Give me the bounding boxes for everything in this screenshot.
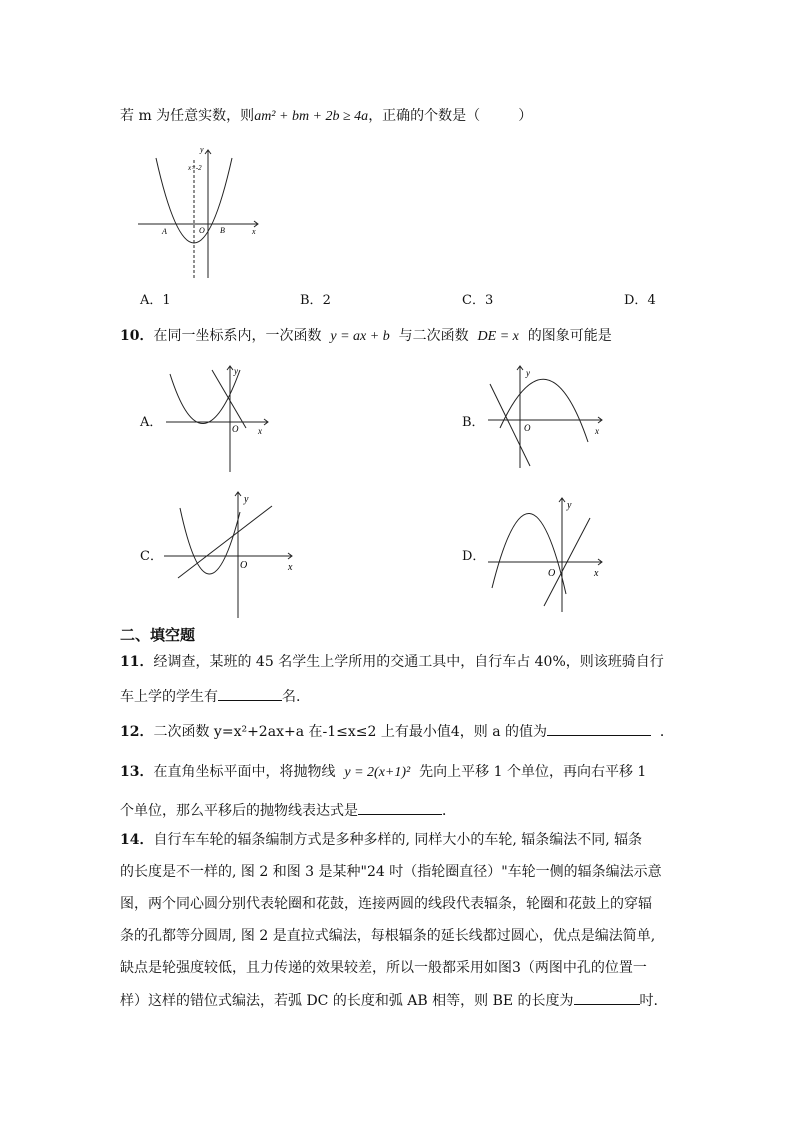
q9-option-a: A．1 [140,293,171,308]
svg-text:x: x [288,562,293,573]
svg-text:O: O [232,424,239,434]
q10-number: 10． [120,328,154,344]
svg-text:x: x [258,426,262,436]
q9-stem-suffix: ，正确的个数是（ [368,108,481,124]
q14-answer-blank[interactable] [574,990,640,1005]
q9-option-c: C．3 [462,293,494,308]
q9-stem [120,106,532,127]
q9-origin: O [199,226,205,235]
q12-number: 12． [120,724,154,740]
q10-label-d: D． [462,549,486,564]
q9-y-label: y [200,145,204,154]
q12-line: 12．二次函数 y=x²+2ax+a 在-1≤x≤2 上有最小值4，则 a 的值为 ． [120,721,674,742]
q13-line2: 个单位，那么平移后的抛物线表达式是 ． [120,800,456,821]
q9-option-d: D．4 [624,293,656,308]
q9-stem-math: am² + bm + 2b ≥ 4a [254,109,369,124]
svg-text:O: O [240,560,248,571]
q9-graph [130,138,270,283]
q9-symmetry-label: x=-2 [188,164,202,172]
q14-line6: 样）这样的错位式编法，若弧 DC 的长度和弧 AB 相等，则 BE 的长度为 吋. [120,990,658,1011]
q11-line2: 车上学的学生有 名. [120,686,300,707]
svg-text:y: y [244,494,249,505]
q9-stem-prefix: 若 m 为任意实数，则 [120,108,255,124]
section-fill-in-heading: 二、填空题 [120,626,196,644]
q12-answer-blank[interactable] [547,721,651,736]
q11-number: 11． [120,654,154,670]
q14-number: 14． [120,832,154,848]
q14-line2: 的长度是不一样的, 图 2 和图 3 是某种"24 吋（指轮圈直径）"车轮一侧的辐条编法示意 [120,864,662,880]
q10-label-b: B． [462,415,485,430]
q10-label-c: C． [140,549,163,564]
svg-text:y: y [567,500,572,511]
svg-text:x: x [595,426,599,436]
q9-point-a: A [162,227,167,236]
q11-line1: 11．经调查，某班的 45 名学生上学所用的交通工具中，自行车占 40%，则该班骑自行 [120,654,664,670]
q10-graph-c [160,488,300,620]
q14-line4: 条的孔都等分圆周, 图 2 是直拉式编法，每根辐条的延长线都过圆心，优点是编法简单, [120,928,656,944]
q14-line1: 14．自行车车轮的辐条编制方式是多种多样的, 同样大小的车轮, 辐条编法不同, 辐条 [120,832,643,848]
svg-text:x: x [594,568,599,579]
q13-math: y = 2(x+1)² [344,765,411,780]
q13-number: 13． [120,764,154,780]
q10-quad: DE = x [477,329,519,344]
q10-linear: y = ax + b [330,329,390,344]
q13-line1: 13．在直角坐标平面中，将抛物线 y = 2(x+1)² 先向上平移 1 个单位，再向右平移 1 [120,764,647,780]
q14-line5: 缺点是轮强度较低，且力传递的效果较差，所以一般都采用如图3（两图中孔的位置一 [120,960,647,976]
q11-answer-blank[interactable] [218,686,282,701]
svg-text:O: O [524,423,531,433]
q10-graph-d [484,494,609,614]
q10-label-a: A． [140,415,163,430]
svg-text:O: O [548,568,556,579]
q10-graph-a [160,360,275,475]
q9-stem-close: ） [518,108,533,124]
q9-option-b: B．2 [300,293,331,308]
svg-text:y: y [234,366,238,376]
q14-line3: 图，两个同心圆分别代表轮圈和花鼓，连接两圆的线段代表辐条，轮圈和花鼓上的穿辐 [120,896,652,912]
q10-stem: 10．在同一坐标系内，一次函数 y = ax + b 与二次函数 DE = x 的图象可能是 [120,328,612,344]
svg-text:y: y [526,368,530,378]
q13-answer-blank[interactable] [358,800,442,815]
q9-x-label: x [252,227,256,236]
q10-graph-b [484,362,609,472]
q9-point-b: B [220,226,225,235]
